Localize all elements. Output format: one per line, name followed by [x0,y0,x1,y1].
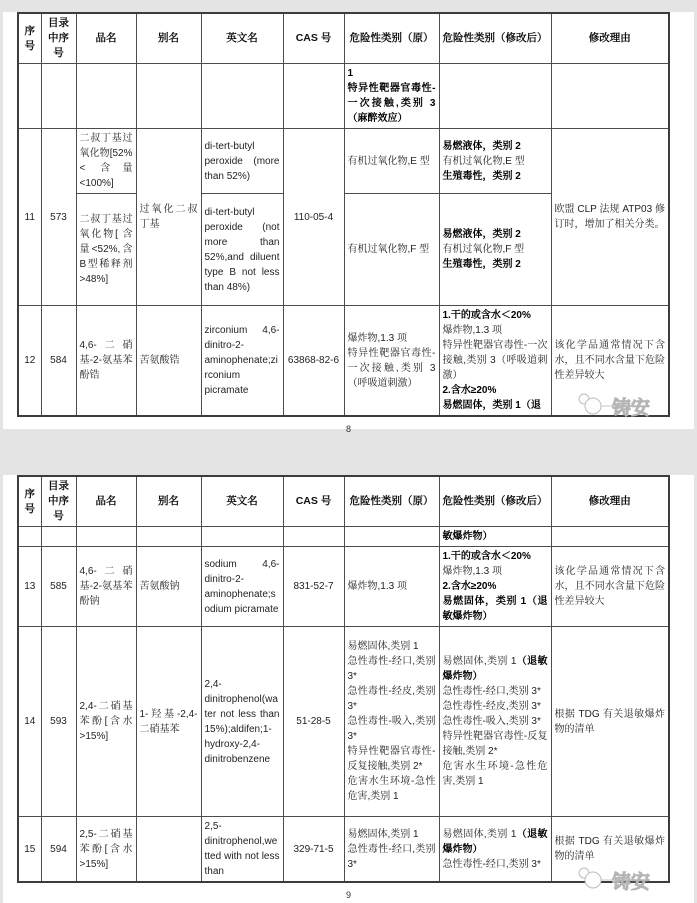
cell-r14-pinming: 2,4-二硝基苯酚[含水>15%] [76,627,136,817]
cell-r12-xiugai [439,306,551,417]
table-row-11a [18,129,669,194]
cell-r14-cas: 51-28-5 [283,627,344,817]
table-row-13 [18,547,669,627]
text-line: 1 [347,68,354,79]
cell-r12-yuan [344,306,439,417]
cell-empty [76,527,136,547]
cell-r13-pinming: 4,6-二硝基-2-氨基苯酚钠 [76,547,136,627]
cell-r11-liyou: 欧盟 CLP 法规 ATP03 修订时，增加了相关分类。 [551,129,669,306]
cell-r11a-yuan: 有机过氧化物,E 型 [344,129,439,194]
text-line: 2.含水≥20% [442,385,497,396]
cell-r11a-yingwen: di-tert-butyl peroxide (more than 52%) [201,129,283,194]
text-line: 易燃固体,类别 1 [347,828,419,840]
header-yuan: 危险性类别（原） [344,13,439,64]
cell-cont-yuan [344,64,439,129]
text-line: 易燃固体，类别 1（退 [442,400,541,411]
cell-empty [41,527,76,547]
cell-r15-yuan [344,817,439,883]
text-line: 有机过氧化物,F 型 [442,244,525,255]
page-number: 9 [345,890,351,900]
header-liyou: 修改理由 [551,13,669,64]
header-xiugai: 危险性类别（修改后） [439,476,551,527]
text-line: 危害水生环境-急性危害,类别 1 [442,761,548,787]
table-row-continuation [18,64,669,129]
cell-r13-bieming: 苦氨酸钠 [136,547,201,627]
header-row [18,476,669,527]
cell-r11a-pinming: 二叔丁基过氧化物[52% < 含量<100%] [76,129,136,194]
cell-r13-cas: 831-52-7 [283,547,344,627]
text-line: 特异性靶器官毒性-一次接触,类别 3（呼吸道刺激） [347,347,436,389]
page-number: 8 [345,424,351,434]
cell-r12-yingwen: zirconium 4,6-dinitro-2-aminophenate;zirconium picramate [201,306,283,417]
cell-empty [18,527,41,547]
watermark-text: 铸安 [612,398,651,419]
header-xuhao: 序号 [18,476,41,527]
cell-r11-bieming: 过氧化二叔丁基 [136,129,201,306]
cell-empty [283,527,344,547]
header-row [18,13,669,64]
text-line: 急性毒性-吸入,类别 3* [442,716,541,727]
cell-r14-bieming: 1-羟基-2,4-二硝基苯 [136,627,201,817]
cell-r14-yuan [344,627,439,817]
cell-empty [551,64,669,129]
cell-r12-bieming: 苦氨酸锆 [136,306,201,417]
cell-r13-liyou: 该化学品通常情况下含水，且不同水含量下危险性差异较大 [551,547,669,627]
header-cas: CAS 号 [283,476,344,527]
text-line: 特异性靶器官毒性-反复接触,类别 2* [442,731,548,757]
header-yingwen: 英文名 [201,13,283,64]
cell-r14-xuhao: 14 [18,627,41,817]
header-bieming: 别名 [136,13,201,64]
text-line: 生殖毒性，类别 2 [442,259,521,270]
cell-empty [551,527,669,547]
cell-r11b-yingwen: di-tert-butyl peroxide (not more than 52%,and diluent type B not less than 48%) [201,194,283,306]
cell-r14-yingwen: 2,4-dinitrophenol(water not less than 15%);aldifen;1-hydroxy-2,4-dinitrobenzene [201,627,283,817]
text-line: 急性毒性-经皮,类别 3* [347,686,436,712]
header-xuhao: 序号 [18,13,41,64]
cell-empty [201,527,283,547]
text-line: 爆炸物,1.3 项 [442,325,502,336]
watermark-text: 铸安 [612,872,651,893]
cell-r13-xiugai [439,547,551,627]
header-cas: CAS 号 [283,13,344,64]
text-line: 爆炸物,1.3 项 [347,581,407,592]
text-line: 特异性靶器官毒性-反复接触,类别 2* [347,746,436,772]
cell-r15-xiugai [439,817,551,883]
cell-empty [41,64,76,129]
cell-r15-cas: 329-71-5 [283,817,344,883]
text-line: 危害水生环境-急性危害,类别 1 [347,776,436,802]
header-yingwen: 英文名 [201,476,283,527]
table-row-continuation [18,527,669,547]
table-row-15 [18,817,669,883]
cell-r14-mulu: 593 [41,627,76,817]
cell-r11a-xiugai [439,129,551,194]
cell-r15-liyou: 根据 TDG 有关退敏爆炸物的清单 [551,817,669,883]
header-xiugai: 危险性类别（修改后） [439,13,551,64]
cell-r11-xuhao: 11 [18,129,41,306]
text-line: 急性毒性-吸入,类别 3* [347,716,436,742]
header-pinming: 品名 [76,13,136,64]
text-line: 2.含水≥20% [442,581,497,592]
text-line: 易燃液体，类别 2 [442,140,521,152]
cell-r11-mulu: 573 [41,129,76,306]
table-row-12 [18,306,669,417]
cell-empty [18,64,41,129]
text-line: 急性毒性-经口,类别 3* [442,858,541,870]
cell-r12-pinming: 4,6-二硝基-2-氨基苯酚锆 [76,306,136,417]
text-line: 生殖毒性，类别 2 [442,170,521,182]
cell-r14-liyou: 根据 TDG 有关退敏爆炸物的清单 [551,627,669,817]
text-line: 易燃固体,类别 1 [347,641,419,652]
header-mulu: 目录中序号 [41,476,76,527]
cell-empty [439,64,551,129]
document-page-9 [3,475,694,903]
hazard-table-page-9 [17,475,670,883]
header-yuan: 危险性类别（原） [344,476,439,527]
text-line: 急性毒性-经口,类别 3* [442,686,541,697]
cell-r11-cas: 110-05-4 [283,129,344,306]
cell-r13-yuan [344,547,439,627]
cell-r14-xiugai [439,627,551,817]
text-line: 1.干的或含水＜20% [442,551,531,562]
cell-r11b-pinming: 二叔丁基过氧化物[ 含量<52%,含B型稀释剂>48%] [76,194,136,306]
text-line: 易燃固体,类别 1（退敏爆炸物） [442,828,548,855]
cell-r15-pinming: 2,5-二硝基苯酚[含水>15%] [76,817,136,883]
cell-r12-mulu: 584 [41,306,76,417]
cell-r13-mulu: 585 [41,547,76,627]
text-line: 急性毒性-经口,类别 3* [347,656,436,682]
cell-empty [344,527,439,547]
cell-r15-xuhao: 15 [18,817,41,883]
text-line: 易燃固体，类别 1（退敏爆炸物） [442,596,548,622]
text-line: 急性毒性-经口,类别 3* [347,843,436,870]
text-line: 急性毒性-经皮,类别 3* [442,701,541,712]
cell-empty [76,64,136,129]
cell-r12-cas: 63868-82-6 [283,306,344,417]
cell-r12-xuhao: 12 [18,306,41,417]
text-line: 特异性靶器官毒性-一次接触,类别 3（呼吸道刺激） [442,340,548,381]
document-page-8 [3,12,694,434]
text-line: 爆炸物,1.3 项 [347,332,407,344]
text-line: 特异性靶器官毒性-一次接触,类别 3（麻醉效应） [347,83,436,124]
cell-empty [283,64,344,129]
text-line: 易燃液体，类别 2 [442,229,521,240]
header-pinming: 品名 [76,476,136,527]
cell-r13-xuhao: 13 [18,547,41,627]
cell-r13-yingwen: sodium 4,6-dinitro-2-aminophenate;sodium picramate [201,547,283,627]
text-line: 易燃固体,类别 1（退敏爆炸物） [442,656,548,682]
cell-r11b-xiugai [439,194,551,306]
header-mulu: 目录中序号 [41,13,76,64]
cell-empty [136,527,201,547]
cell-empty [136,64,201,129]
cell-cont-xiugai: 敏爆炸物） [439,527,551,547]
text-line: 爆炸物,1.3 项 [442,566,502,577]
cell-r15-yingwen: 2,5-dinitrophenol,wetted with not less than [201,817,283,883]
cell-r15-mulu: 594 [41,817,76,883]
text-line: 1.干的或含水＜20% [442,310,531,321]
hazard-table-page-8 [17,12,670,417]
cell-r12-liyou: 该化学品通常情况下含水，且不同水含量下危险性差异较大 [551,306,669,417]
table-row-14 [18,627,669,817]
text-line: 有机过氧化物,E 型 [442,155,525,167]
cell-r15-bieming [136,817,201,883]
header-liyou: 修改理由 [551,476,669,527]
cell-r11b-yuan: 有机过氧化物,F 型 [344,194,439,306]
cell-empty [201,64,283,129]
header-bieming: 别名 [136,476,201,527]
